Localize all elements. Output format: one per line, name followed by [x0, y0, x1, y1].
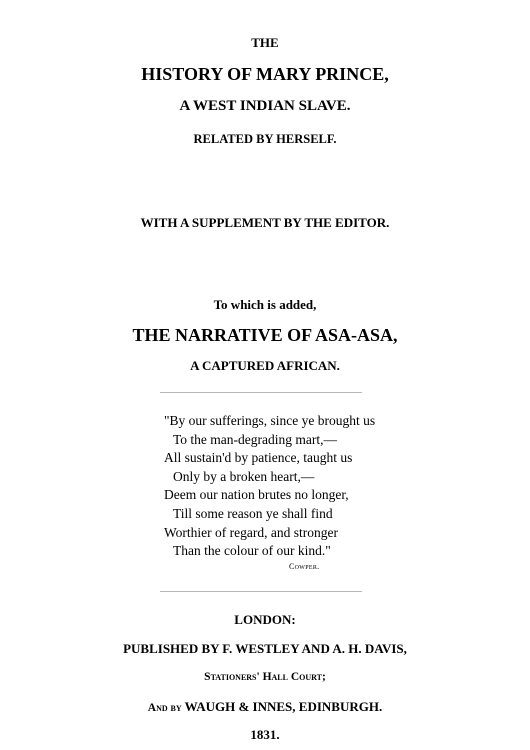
imprint-edinburgh-line — [0, 699, 530, 715]
imprint-city: LONDON: — [234, 612, 296, 627]
divider-rule-bottom — [160, 591, 362, 592]
imprint-edinburgh: WAUGH & INNES, EDINBURGH. — [184, 699, 383, 714]
imprint-year: 1831. — [250, 727, 280, 742]
epigraph-line: "By our sufferings, since ye brought us — [164, 413, 376, 428]
divider-rule-top — [160, 392, 362, 393]
imprint-address: Stationers' Hall Court; — [204, 671, 326, 683]
added-intro: To which is added, — [213, 297, 317, 312]
imprint-and-by: And by — [147, 702, 182, 714]
epigraph-line: To the man-degrading mart,— — [173, 431, 338, 447]
epigraph-poem — [164, 412, 424, 561]
book-subtitle: A WEST INDIAN SLAVE. — [179, 98, 351, 114]
epigraph-line: Only by a broken heart,— — [173, 468, 315, 484]
epigraph-attribution: Cowper. — [289, 562, 320, 571]
epigraph-line: Worthier of regard, and stronger — [164, 524, 338, 540]
epigraph-line: Than the colour of our kind." — [173, 543, 331, 559]
supplement-note: WITH A SUPPLEMENT BY THE EDITOR. — [140, 215, 390, 230]
narrative-title: THE NARRATIVE OF ASA-ASA, — [132, 325, 398, 345]
epigraph-line: Till some reason ye shall find — [173, 505, 333, 521]
book-title: HISTORY OF MARY PRINCE, — [141, 64, 389, 84]
narrative-subtitle: A CAPTURED AFRICAN. — [190, 358, 340, 373]
imprint-publisher: PUBLISHED BY F. WESTLEY AND A. H. DAVIS, — [123, 641, 407, 656]
related-by-herself: RELATED BY HERSELF. — [193, 132, 337, 146]
epigraph-line: All sustain'd by patience, taught us — [164, 450, 353, 466]
epigraph-line: Deem our nation brutes no longer, — [164, 487, 349, 503]
title-article: THE — [251, 35, 279, 50]
